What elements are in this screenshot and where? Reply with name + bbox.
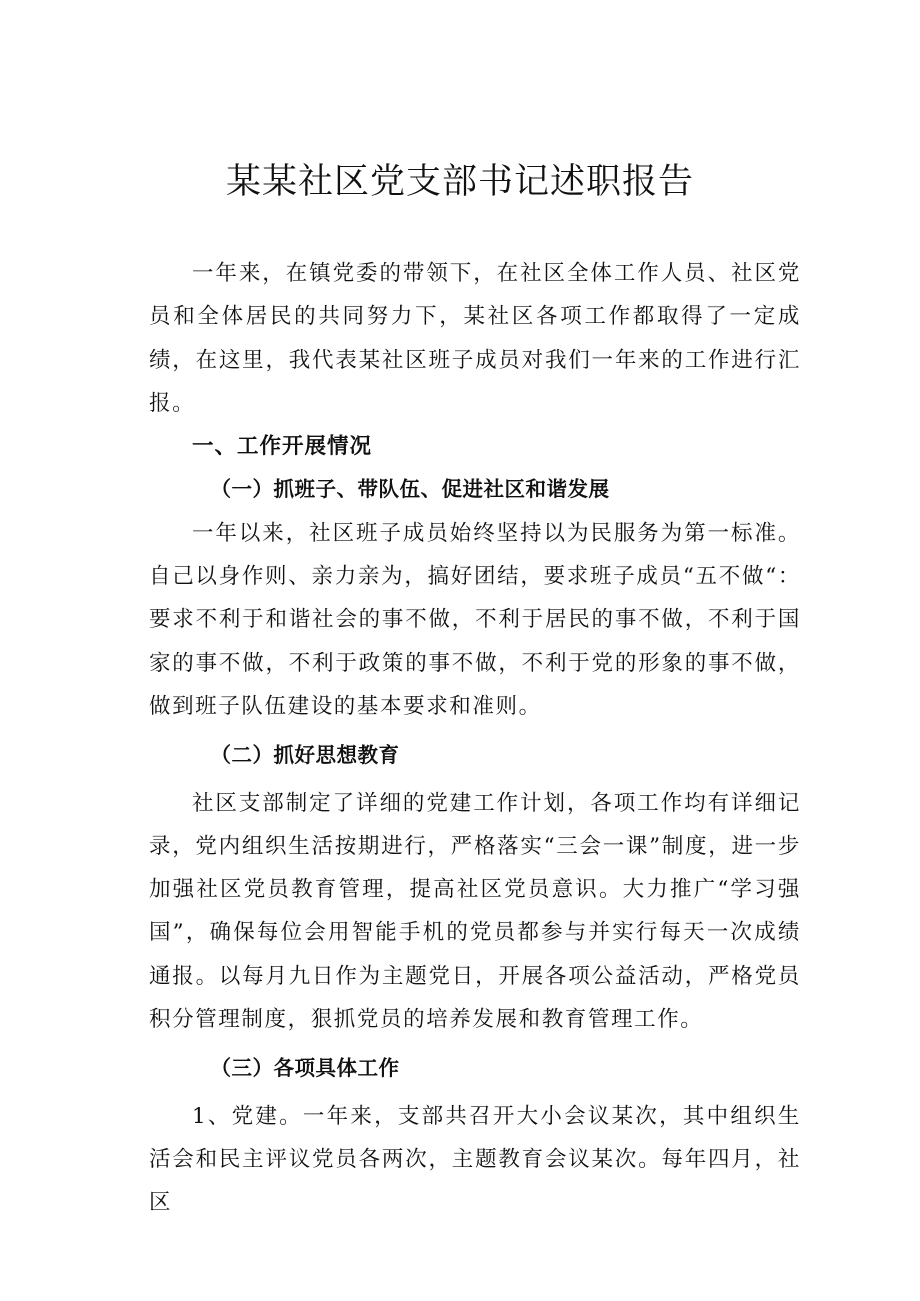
subsection-paragraph-2: 社区支部制定了详细的党建工作计划，各项工作均有详细记录，党内组织生活按期进行，严格落实“三会一课”制度，进一步加强社区党员教育管理，提高社区党员意识。大力推广“学习强国”，确保每位会用智能手机的党员都参与并实行每天一次成绩通报。以每月九日作为主题党日，开展各项公益活动，严格党员积分管理制度，狠抓党员的培养发展和教育管理工作。 xyxy=(149,790,801,1033)
subsection-paragraph-1: 一年以来，社区班子成员始终坚持以为民服务为第一标准。自己以身作则、亲力亲为，搞好团结，要求班子成员“五不做“：要求不利于和谐社会的事不做，不利于居民的事不做，不利于国家的事不做，不利于政策的事不做，不利于党的形象的事不做，做到班子队伍建设的基本要求和准则。 xyxy=(149,520,801,719)
document-title: 某某社区党支部书记述职报告 xyxy=(225,162,694,202)
subsection-heading-2: （二）抓好思想教育 xyxy=(210,743,400,768)
subsection-paragraph-3: 1、党建。一年来，支部共召开大小会议某次，其中组织生活会和民主评议党员各两次，主题教育会议某次。每年四月，社区 xyxy=(149,1103,801,1216)
intro-paragraph: 一年来，在镇党委的带领下，在社区全体工作人员、社区党员和全体居民的共同努力下，某社区各项工作都取得了一定成绩，在这里，我代表某社区班子成员对我们一年来的工作进行汇报。 xyxy=(149,261,801,416)
subsection-heading-3: （三）各项具体工作 xyxy=(210,1056,400,1081)
document-body xyxy=(149,252,801,1225)
subsection-heading-1: （一）抓班子、带队伍、促进社区和谐发展 xyxy=(210,477,610,502)
section-heading: 一、工作开展情况 xyxy=(192,434,373,460)
